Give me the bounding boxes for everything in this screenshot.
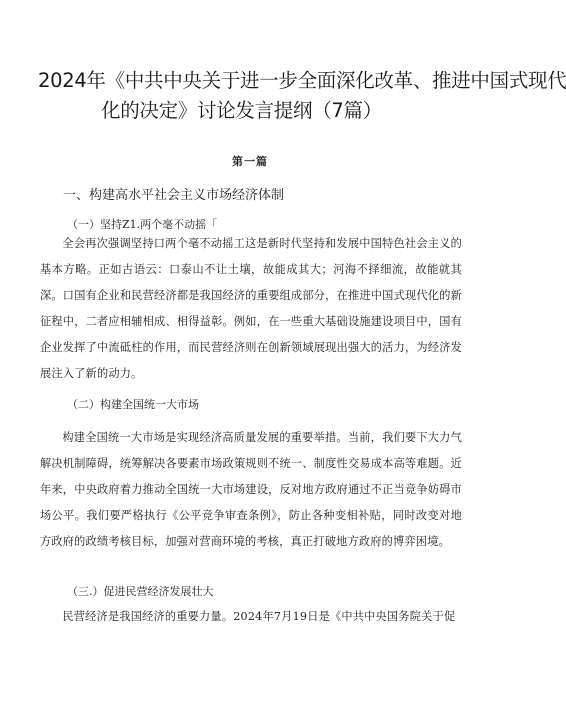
chapter-heading: 第一篇 <box>232 155 268 168</box>
title-line-2: 化的决定》讨论发言提纲（7篇） <box>101 99 382 122</box>
subsection-heading-1: （一）坚持Z1.两个毫不动摇「 <box>67 218 218 231</box>
paragraph-2: 构建全国统一大市场是实现经济高质量发展的重要举措。当前，我们要下大力气解决机制障碍，统筹解决各要素市场政策规则不统一、制度性交易成本高等难题。近年来，中央政府着力推动全国统一大市场建设，反对地方政府通过不正当竞争妨碍市场公平。我们要严格执行《公平竞争审查条例》，防止各种变相补贴，同时改变对地方政府的政绩考核目标，加强对营商环境的考核，真正打破地方政府的博弈困境。 <box>40 431 462 548</box>
section-heading: 一、构建高水平社会主义市场经济体制 <box>63 188 285 203</box>
paragraph-3: 民营经济是我国经济的重要力量。2024年7月19日是《中共中央国务院关于促 <box>62 610 456 623</box>
paragraph-1: 全会再次强调坚持口两个毫不动摇工这是新时代坚持和发展中国特色社会主义的基本方略。正如古语云：口泰山不让土壤，故能成其大；河海不择细流，故能就其深。口国有企业和民营经济都是我国经济的重要组成部分，在推进中国式现代化的新征程中，二者应相辅相成、相得益彰。例如，在一些重大基础设施建设项目中，国有企业发挥了中流砥柱的作用，而民营经济则在创新领域展现出强大的活力，为经济发展注入了新的动力。 <box>40 237 462 380</box>
subsection-heading-3: （三.）促进民营经济发展壮大 <box>67 585 214 598</box>
document-title <box>38 66 566 126</box>
subsection-heading-2: （二）构建全国统一大市场 <box>67 398 199 411</box>
title-line-1: 2024年《中共中央关于进一步全面深化改革、推进中国式现代 <box>38 69 566 92</box>
